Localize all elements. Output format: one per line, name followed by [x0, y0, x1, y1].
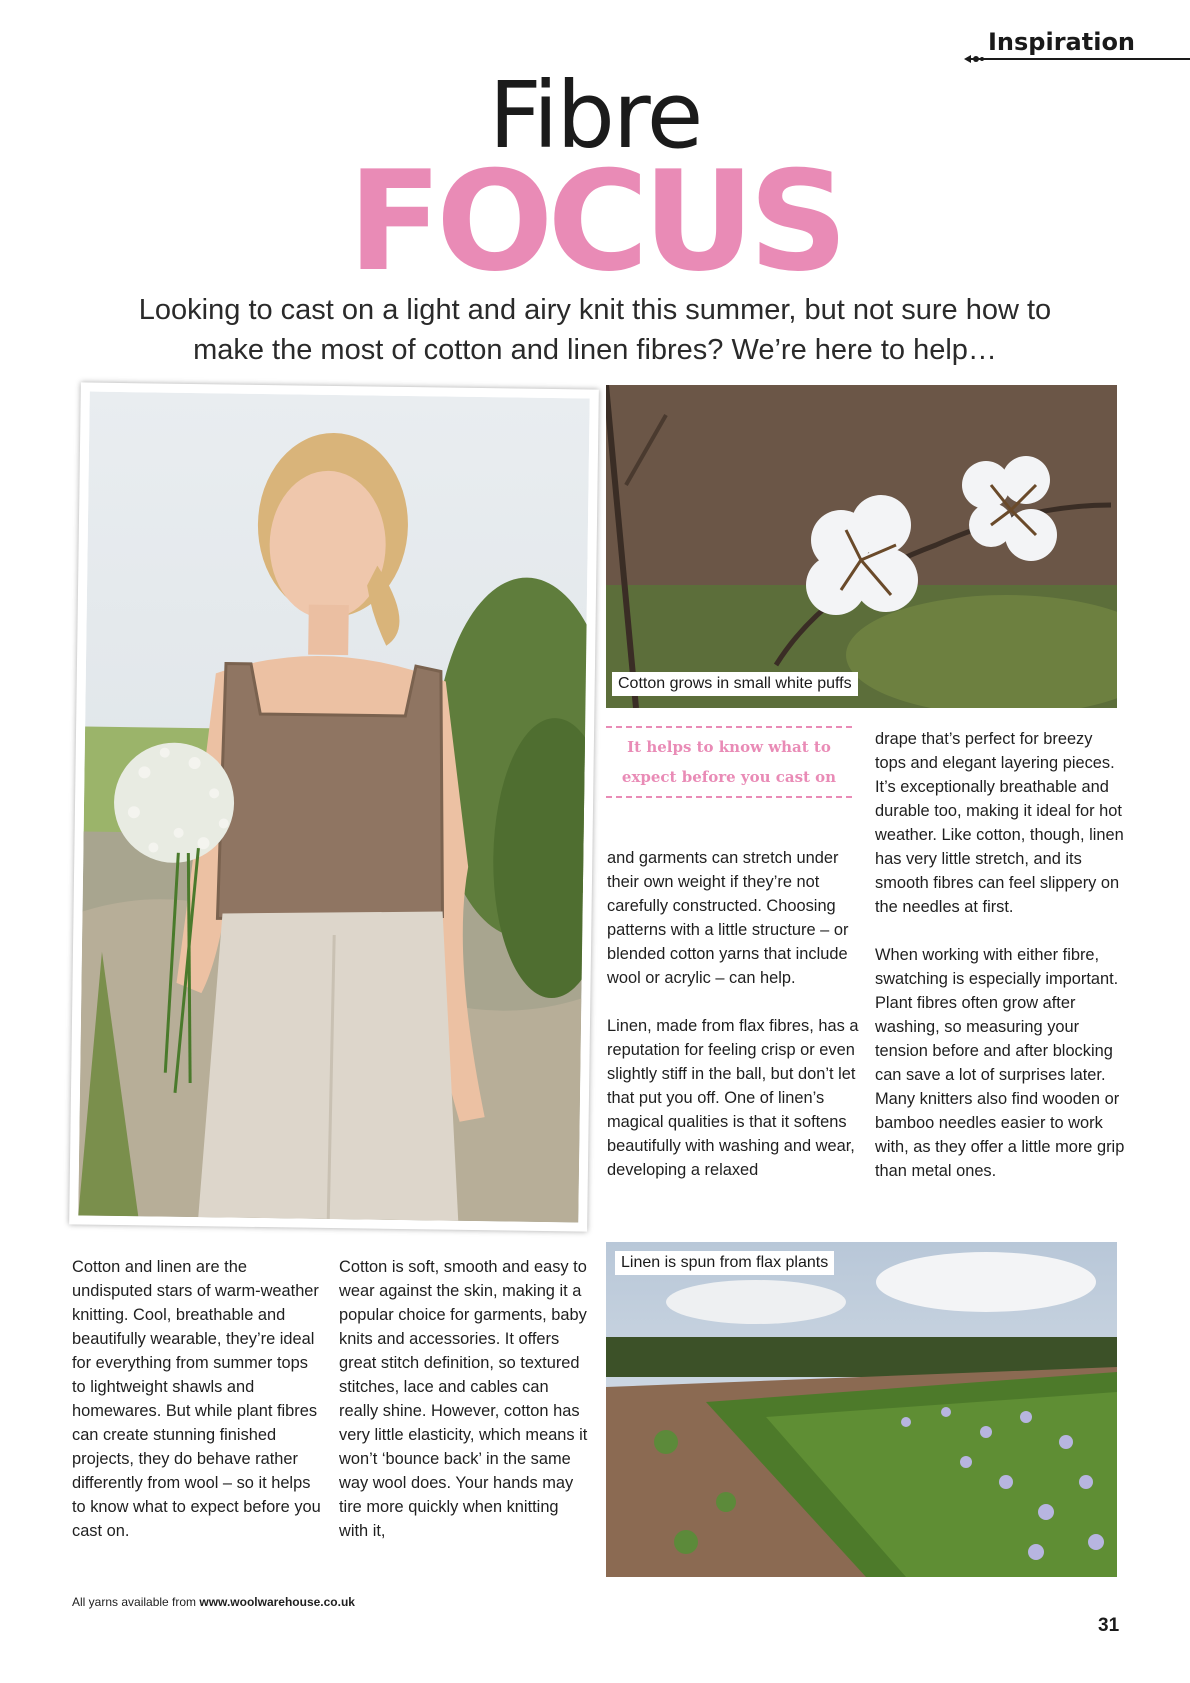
footer-prefix: All yarns available from [72, 1595, 200, 1609]
cotton-bolls-photo [606, 385, 1117, 708]
section-rule [968, 58, 1190, 60]
body-column-1 [72, 1255, 324, 1543]
footer-url-link[interactable]: www.woolwarehouse.co.uk [199, 1595, 355, 1609]
body-paragraph: Cotton and linen are the undisputed stars of warm-weather knitting. Cool, breathable and beautifully wearable, they’re ideal for everything from summer tops to lightweight shawls and homewares. But while plant fibres can create stunning finished projects, they do behave rather differently from wool – so it helps to know what to expect before you cast on. [72, 1258, 321, 1540]
footer-note [72, 1595, 355, 1609]
body-paragraph: Linen, made from flax fibres, has a reputation for feeling crisp or even slightly stiff in the ball, but don’t let that put you off. One of linen’s magical qualities is that it softens beautifully with washing and wear, developing a relaxed [607, 1017, 859, 1179]
headline-focus: FOCUS [347, 141, 843, 302]
body-paragraph: When working with either fibre, swatching is especially important. Plant fibres often grow after washing, so measuring your tension before and after blocking can save a lot of surprises later. Many knitters also find wooden or bamboo needles easier to work with, as they offer a little more grip than metal ones. [875, 946, 1125, 1180]
standfirst: Looking to cast on a light and airy knit this summer, but not sure how to make the most of cotton and linen fibres? We’re here to help… [138, 294, 1052, 366]
body-paragraph: Cotton is soft, smooth and easy to wear against the skin, making it a popular choice for garments, baby knits and accessories. It offers great stitch definition, so textured stitches, lace and cables can really shine. However, cotton has very little elasticity, which means it won’t ‘bounce back’ in the same way wool does. Your hands may tire more quickly when knitting with it, [339, 1258, 588, 1540]
body-column-2 [339, 1255, 591, 1543]
body-paragraph: drape that’s perfect for breezy tops and elegant layering pieces. It’s exceptionally breathable and durable too, making it ideal for hot weather. Like cotton, though, linen has very little stretch, and its smooth fibres can feel slippery on the needles at first. [875, 730, 1124, 916]
section-label: Inspiration [988, 28, 1136, 56]
headline-fibre: Fibre [488, 62, 702, 169]
cotton-caption: Cotton grows in small white puffs [612, 672, 858, 696]
flax-caption: Linen is spun from flax plants [615, 1251, 834, 1275]
pull-quote-bottom-rule [606, 796, 852, 798]
body-column-4 [875, 727, 1127, 1183]
pull-quote-text: It helps to know what to expect before you cast on [621, 738, 837, 786]
woman-knitted-top-photo [69, 382, 599, 1231]
page-number: 31 [1098, 1615, 1120, 1636]
body-column-3 [607, 846, 859, 1182]
pull-quote [606, 726, 852, 798]
flax-illustration [606, 1242, 1117, 1577]
cotton-illustration [606, 385, 1117, 708]
flax-field-photo [606, 1242, 1117, 1577]
body-paragraph: and garments can stretch under their own weight if they’re not carefully constructed. Choosing patterns with a little structure – or blended cotton yarns that include wool or acrylic – can help. [607, 849, 849, 987]
woman-illustration [78, 392, 589, 1223]
